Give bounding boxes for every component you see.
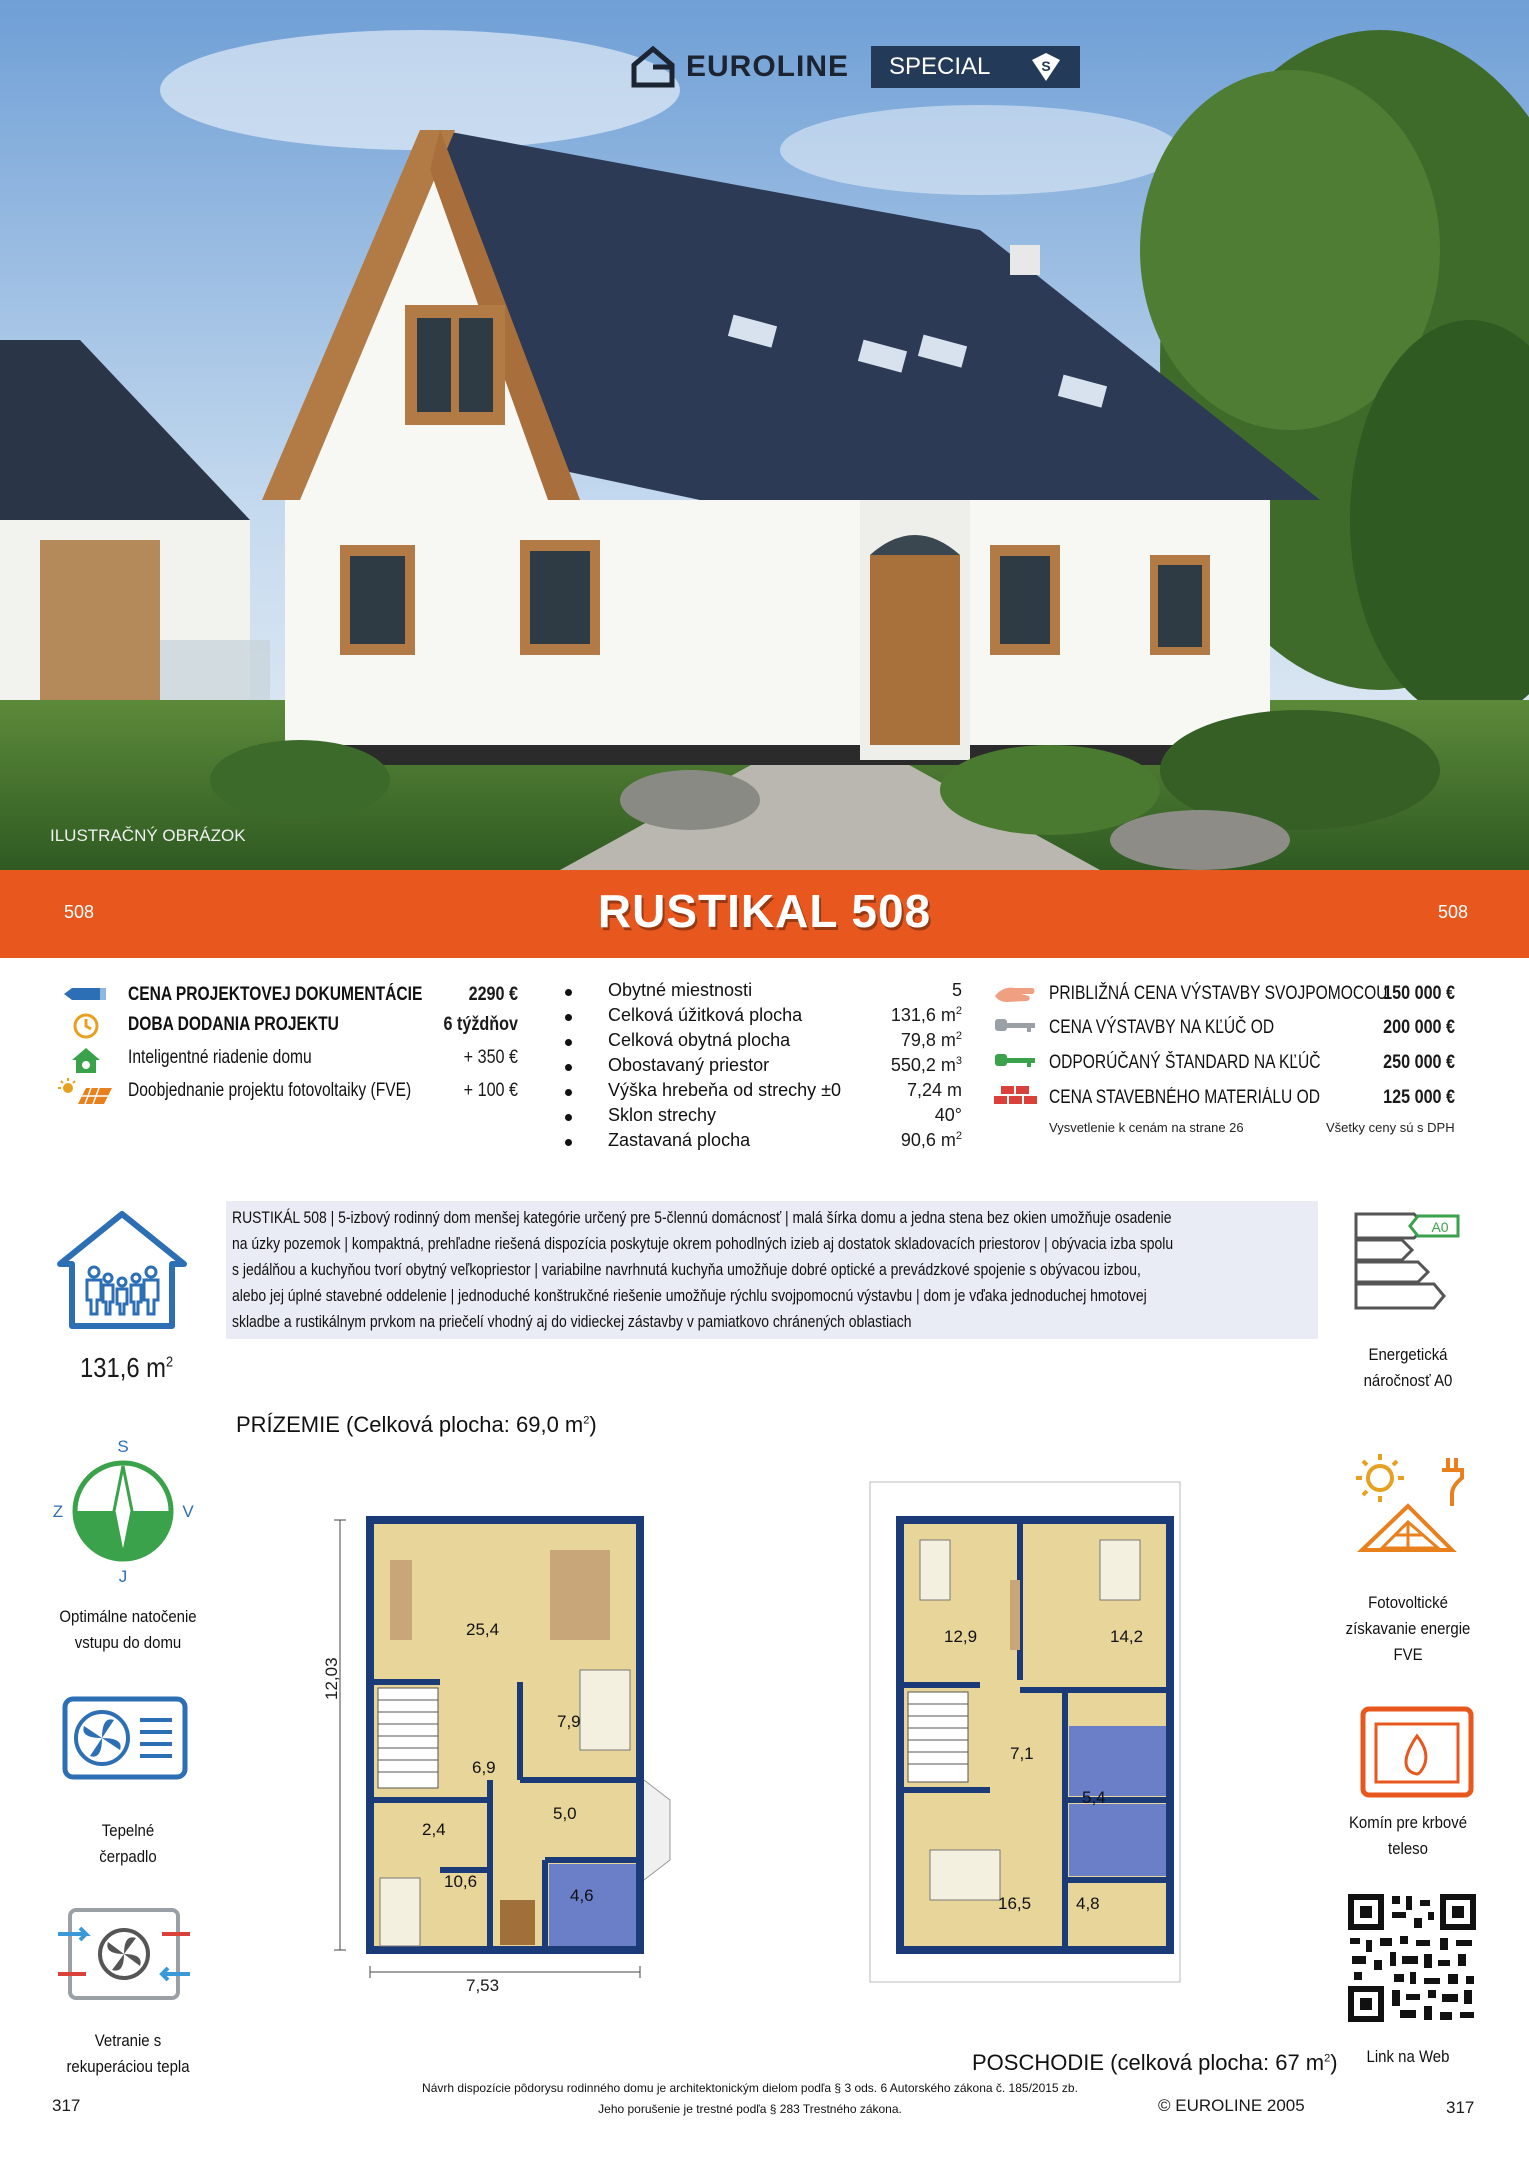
svg-text:S: S: [1041, 58, 1052, 74]
price-recommended-label: ODPORÚČANÝ ŠTANDARD NA KĽÚČ: [1049, 1052, 1321, 1073]
bullet: [565, 1089, 572, 1096]
room-area: 14,2: [1110, 1627, 1144, 1646]
orientation-label: Optimálne natočenie vstupu do domu: [59, 1607, 197, 1652]
legal-note-1: Návrh dispozície pôdorysu rodinného domu je architektonickým dielom podľa § 3 ods. 6 Autorského zákona č. 185/2015 zb.: [422, 2081, 1078, 2095]
project-doc-price-value: 2290 €: [468, 984, 518, 1005]
hand-icon: [993, 982, 1037, 1006]
room-area: 16,5: [998, 1894, 1032, 1913]
param-label: Zastavaná plocha: [608, 1130, 751, 1150]
ground-floor-plan: [320, 1480, 700, 2000]
room-area: 25,4: [466, 1620, 500, 1639]
energy-badge: A0: [1431, 1219, 1449, 1235]
page-number-right: 317: [1446, 2098, 1475, 2117]
special-badge: [871, 46, 1080, 88]
key-green-icon: [993, 1051, 1037, 1069]
param-label: Obostavaný priestor: [608, 1055, 770, 1075]
recuperation-label: Vetranie s rekuperáciou tepla: [66, 2031, 190, 2076]
description-line: s jedálňou a kuchyňou tvorí obytný veľkopriestor | variabilne navrhnutá kuchyňa umožňuje dobré optické a prevádzkové spojenie s obývacou izbou,: [232, 1260, 1141, 1279]
family-house-icon: [52, 1208, 192, 1332]
param-label: Obytné miestnosti: [608, 980, 753, 1000]
price-material-label: CENA STAVEBNÉHO MATERIÁLU OD: [1049, 1087, 1320, 1108]
clock-icon: [72, 1012, 100, 1040]
price-note-left: Vysvetlenie k cenám na strane 26: [1049, 1120, 1244, 1135]
brand-name: EUROLINE: [686, 50, 850, 83]
room-area: 4,6: [570, 1886, 594, 1905]
room-area: 7,9: [557, 1712, 581, 1731]
smart-home-value: + 350 €: [463, 1047, 518, 1068]
description-line: na úzky pozemok | kompaktná, prehľadne riešená dispozícia poskytuje okrem pohodlných izieb aj dostatok skladovacích priestorov | obývacia izba spolu: [232, 1234, 1174, 1253]
room-area: 5,0: [553, 1804, 577, 1823]
param-value: 40°: [934, 1105, 962, 1125]
price-note-right: Všetky ceny sú s DPH: [1326, 1120, 1455, 1135]
copyright: © EUROLINE 2005: [1158, 2096, 1305, 2115]
param-value: 131,6 $m^2$: [890, 1005, 962, 1025]
heat-pump-icon: [62, 1696, 188, 1780]
compass-south: J: [118, 1567, 128, 1586]
bullet: [565, 1114, 572, 1121]
room-area: 2,4: [422, 1820, 446, 1839]
compass-icon: [48, 1436, 198, 1586]
bullet: [565, 1064, 572, 1071]
param-value: 90,6 $m^2$: [900, 1130, 962, 1150]
smart-home-icon: [70, 1045, 102, 1075]
bullet: [565, 989, 572, 996]
description-line: RUSTIKÁL 508 | 5-izbový rodinný dom menšej kategórie určený pre 5-člennú domácnosť | malá šírka domu a jedna stena bez okien umožňuje osadenie: [232, 1208, 1172, 1227]
compass-east: V: [182, 1502, 194, 1521]
qr-code-icon[interactable]: [1344, 1890, 1480, 2026]
special-s-icon: [1030, 51, 1062, 83]
param-label: Sklon strechy: [608, 1105, 717, 1125]
recuperation-icon: [56, 1904, 192, 2004]
room-area: 4,8: [1076, 1894, 1100, 1913]
room-area: 12,9: [944, 1627, 978, 1646]
model-code-left: 508: [64, 902, 95, 922]
family-area: 131,6 $m^2$: [80, 1352, 174, 1383]
solar-project-label: Doobjednanie projektu fotovoltaiky (FVE): [128, 1080, 412, 1101]
delivery-time-value: 6 týždňov: [443, 1014, 518, 1035]
param-label: Celková úžitková plocha: [608, 1005, 803, 1025]
bullet: [565, 1039, 572, 1046]
param-value: 5: [951, 980, 962, 1000]
smart-home-label: Inteligentné riadenie domu: [128, 1047, 312, 1068]
room-area: 7,1: [1010, 1744, 1034, 1763]
pencil-icon: [62, 983, 108, 1005]
energy-label: Energetická náročnosť A0: [1363, 1345, 1453, 1390]
fireplace-icon: [1360, 1706, 1474, 1798]
house-illustration: [0, 0, 1529, 870]
dimension-horizontal: 7,53: [466, 1976, 500, 1995]
solar-roof-icon: [1352, 1450, 1482, 1554]
price-selfbuild-value: 150 000 €: [1383, 983, 1455, 1004]
bullet: [565, 1014, 572, 1021]
param-value: 79,8 $m^2$: [900, 1030, 962, 1050]
house-logo-icon: [630, 45, 676, 89]
compass-west: Z: [52, 1502, 64, 1521]
param-value: 550,2 $m^3$: [890, 1055, 962, 1075]
special-label: SPECIAL: [889, 53, 991, 80]
key-gray-icon: [993, 1016, 1037, 1034]
delivery-time-label: DOBA DODANIA PROJEKTU: [128, 1014, 339, 1035]
compass-north: S: [117, 1437, 129, 1456]
param-label: Celková obytná plocha: [608, 1030, 791, 1050]
project-doc-price-label: CENA PROJEKTOVEJ DOKUMENTÁCIE: [128, 984, 423, 1005]
param-label: Výška hrebeňa od strechy ±0: [608, 1080, 842, 1100]
price-turnkey-label: CENA VÝSTAVBY NA KĽÚČ OD: [1049, 1017, 1275, 1038]
room-area: 6,9: [472, 1758, 496, 1777]
bullet: [565, 1139, 572, 1146]
upper-floor-title: POSCHODIE (celková plocha: 67 $m^2$): [972, 2050, 1338, 2075]
param-value: 7,24 m: [906, 1080, 962, 1100]
upper-floor-plan: [860, 1480, 1190, 2000]
legal-note-2: Jeho porušenie je trestné podľa § 283 Trestného zákona.: [598, 2102, 902, 2116]
fireplace-label: Komín pre krbové teleso: [1348, 1813, 1468, 1858]
room-area: 5,4: [1082, 1788, 1106, 1807]
bricks-icon: [993, 1085, 1037, 1105]
description-line: skladbe a rustikálnym prvkom na priečelí vhodný aj do vidieckej zástavby v pamiatkovo chránených oblastiach: [232, 1312, 912, 1331]
description-line: alebo jej úplné stavebné oddelenie | jednoduché konštrukčné riešenie umožňuje rýchlu svojpomocnú výstavbu | dom je vďaka jednoduchej hmotovej: [232, 1286, 1147, 1305]
heat-pump-label: Tepelné čerpadlo: [99, 1821, 157, 1866]
price-material-value: 125 000 €: [1383, 1087, 1455, 1108]
model-code-right: 508: [1438, 902, 1469, 922]
dimension-vertical: 12,03: [322, 1657, 341, 1700]
solar-panel-icon: [58, 1078, 114, 1106]
price-selfbuild-label: PRIBLIŽNÁ CENA VÝSTAVBY SVOJPOMOCOU: [1049, 983, 1388, 1004]
solar-label: Fotovoltické získavanie energie FVE: [1345, 1593, 1471, 1664]
hero-image: [0, 0, 1529, 870]
ground-floor-title: PRÍZEMIE (Celková plocha: 69,0 $m^2$): [236, 1412, 597, 1437]
brand-logo: [630, 40, 1080, 94]
web-link-label[interactable]: Link na Web: [1366, 2047, 1450, 2066]
price-recommended-value: 250 000 €: [1383, 1052, 1455, 1073]
solar-project-value: + 100 €: [463, 1080, 518, 1101]
page-number-left: 317: [52, 2096, 81, 2115]
energy-label-icon: [1354, 1212, 1464, 1312]
illustration-note: ILUSTRAČNÝ OBRÁZOK: [50, 826, 246, 845]
price-turnkey-value: 200 000 €: [1383, 1017, 1455, 1038]
room-area: 10,6: [444, 1872, 478, 1891]
page-title: RUSTIKAL 508: [597, 885, 932, 937]
